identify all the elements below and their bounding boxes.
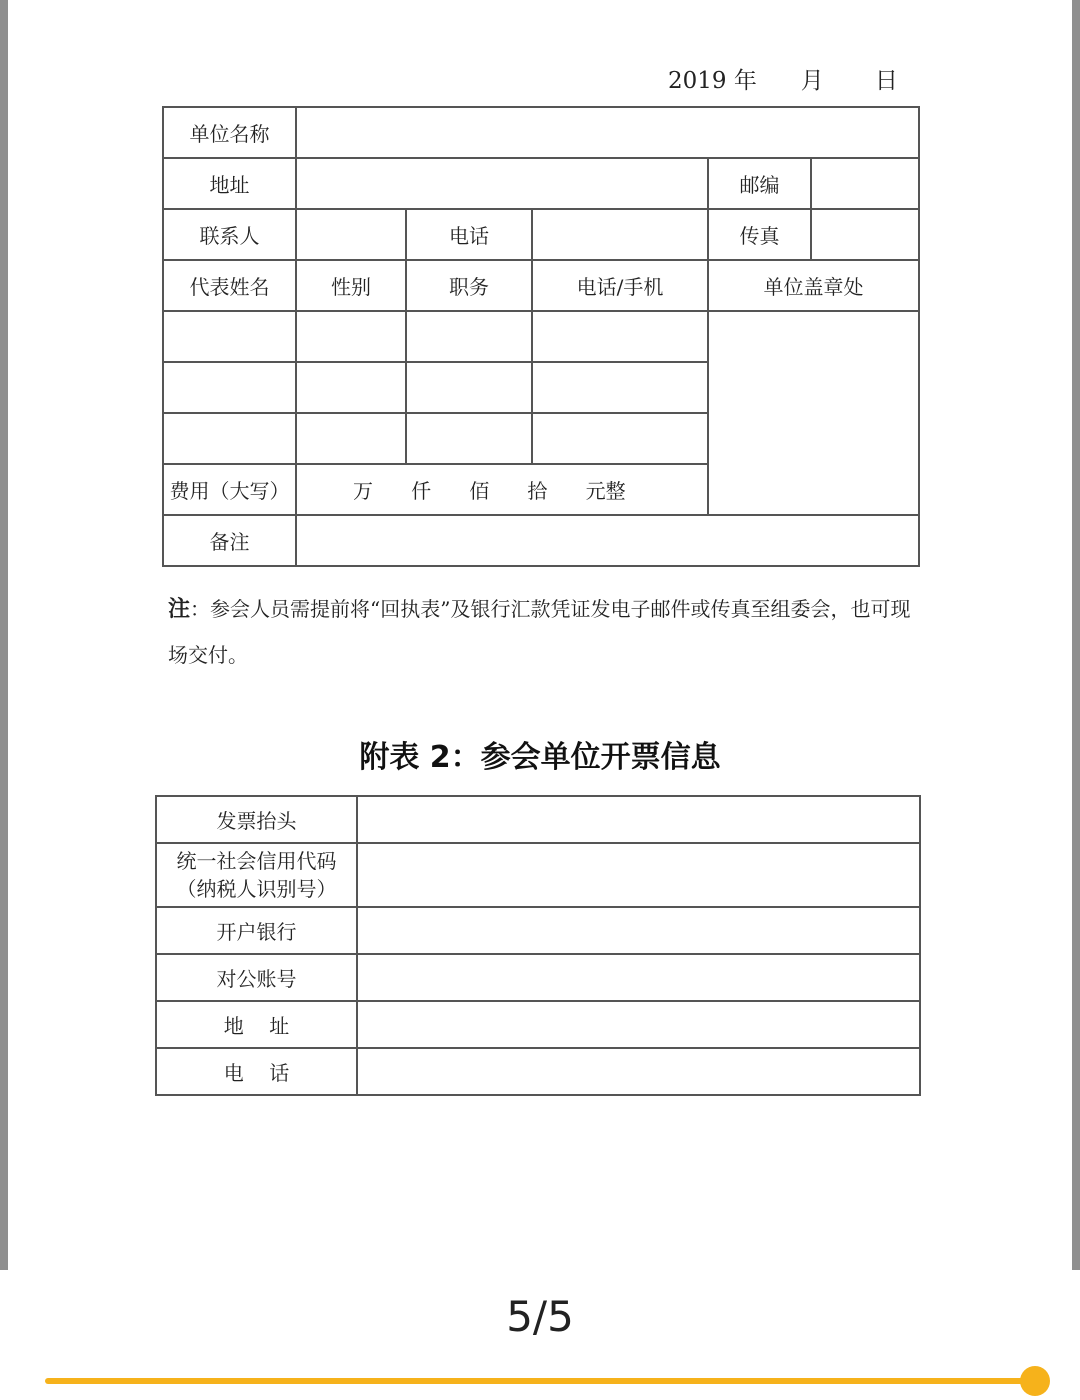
- credit-code-value: [357, 843, 920, 907]
- account-label: 对公账号: [156, 954, 357, 1001]
- page-progress-handle[interactable]: [1020, 1366, 1050, 1396]
- note-text: ：参会人员需提前将“回执表”及银行汇款凭证发电子邮件或传真至组委会，也可现场交付。: [168, 597, 911, 667]
- col-header-seal: 单位盖章处: [708, 260, 919, 311]
- phone-label: 电话: [406, 209, 532, 260]
- page-progress-track[interactable]: [45, 1378, 1035, 1384]
- invoice-phone-label: 电 话: [156, 1048, 357, 1095]
- registration-form-table: [162, 106, 920, 567]
- note-label: 注: [168, 596, 191, 622]
- delegate-phone-cell: [532, 362, 708, 413]
- note-paragraph: [168, 586, 928, 678]
- fax-label: 传真: [708, 209, 811, 260]
- remarks-label: 备注: [163, 515, 296, 566]
- bank-label: 开户银行: [156, 907, 357, 954]
- address-label: 地址: [163, 158, 296, 209]
- phone-value: [532, 209, 708, 260]
- invoice-table-title: 附表 2：参会单位开票信息: [359, 740, 721, 775]
- invoice-address-label: 地 址: [156, 1001, 357, 1048]
- bank-value: [357, 907, 920, 954]
- col-header-position: 职务: [406, 260, 532, 311]
- credit-code-label: 统一社会信用代码（纳税人识别号）: [156, 843, 357, 907]
- delegate-phone-cell: [532, 413, 708, 464]
- invoice-info-table: [155, 795, 921, 1096]
- col-header-phone: 电话/手机: [532, 260, 708, 311]
- unit-name-value: [296, 107, 919, 158]
- fax-value: [811, 209, 919, 260]
- fee-label: 费用（大写）: [163, 464, 296, 515]
- col-header-gender: 性别: [296, 260, 406, 311]
- invoice-phone-value: [357, 1048, 920, 1095]
- delegate-position-cell: [406, 362, 532, 413]
- delegate-gender-cell: [296, 362, 406, 413]
- delegate-name-cell: [163, 311, 296, 362]
- delegate-gender-cell: [296, 311, 406, 362]
- delegate-name-cell: [163, 413, 296, 464]
- contact-label: 联系人: [163, 209, 296, 260]
- account-value: [357, 954, 920, 1001]
- delegate-position-cell: [406, 311, 532, 362]
- delegate-gender-cell: [296, 413, 406, 464]
- col-header-name: 代表姓名: [163, 260, 296, 311]
- delegate-phone-cell: [532, 311, 708, 362]
- postcode-label: 邮编: [708, 158, 811, 209]
- fee-units: 万 仟 佰 拾 元整: [296, 464, 708, 515]
- invoice-header-label: 发票抬头: [156, 796, 357, 843]
- page-edge-right: [1072, 0, 1080, 1270]
- page-indicator: 5/5: [506, 1292, 574, 1341]
- address-value: [296, 158, 708, 209]
- unit-name-label: 单位名称: [163, 107, 296, 158]
- invoice-header-value: [357, 796, 920, 843]
- delegate-position-cell: [406, 413, 532, 464]
- contact-value: [296, 209, 406, 260]
- remarks-value: [296, 515, 919, 566]
- date-line: 2019 年 月 日: [668, 68, 898, 94]
- page-edge-left: [0, 0, 8, 1270]
- invoice-address-value: [357, 1001, 920, 1048]
- delegate-name-cell: [163, 362, 296, 413]
- postcode-value: [811, 158, 919, 209]
- seal-area: [708, 311, 919, 515]
